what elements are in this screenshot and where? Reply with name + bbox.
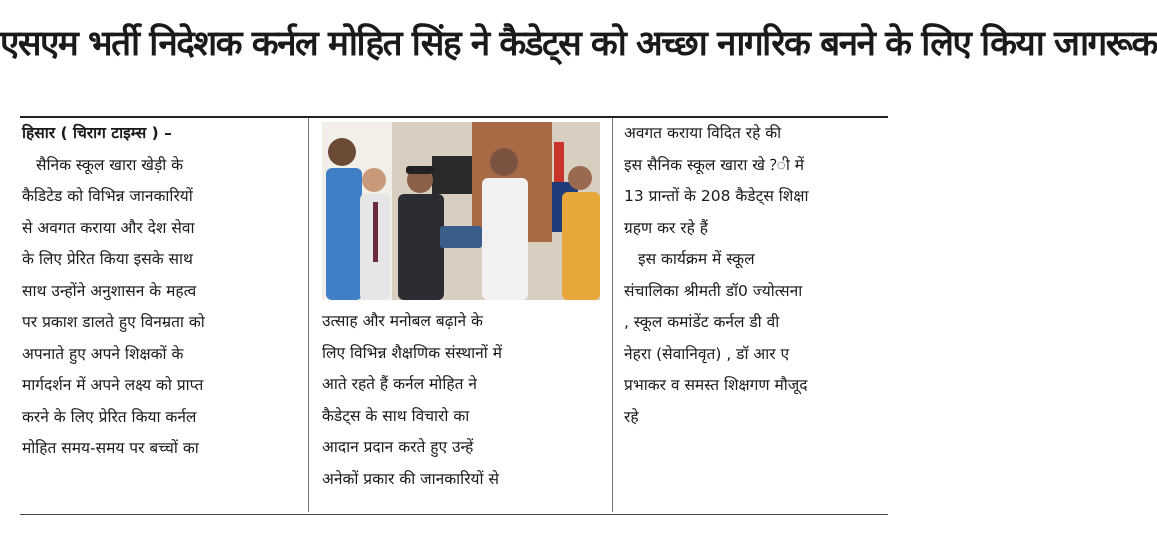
text-line: , स्कूल कमांडेंट कर्नल डी वी [624, 313, 780, 331]
text-line: लिए विभिन्न शैक्षणिक संस्थानों में [322, 343, 502, 362]
text-line: पर प्रकाश डालते हुए विनम्रता को [22, 313, 205, 331]
text-line: करने के लिए प्रेरित किया कर्नल [22, 407, 197, 426]
text-line: प्रभाकर व समस्त शिक्षगण मौजूद [624, 376, 808, 394]
text-line: मार्गदर्शन में अपने लक्ष्य को प्राप्त [22, 376, 204, 394]
text-line: अपनाते हुए अपने शिक्षकों के [22, 344, 184, 363]
text-line: से अवगत कराया और देश सेवा [22, 218, 195, 237]
article-column-2 [322, 306, 604, 510]
news-photo [322, 122, 600, 300]
text-line: ग्रहण कर रहे हैं [624, 218, 709, 237]
text-line: 13 प्रान्तों के 208 कैडेट्स शिक्षा [624, 187, 809, 205]
column-separator [612, 118, 613, 512]
text-line: संचालिका श्रीमती डॉ0 ज्योत्सना [624, 281, 803, 300]
dateline: हिसार ( चिराग टाइम्स ) – [22, 124, 172, 142]
text-line: अवगत कराया विदित रहे की [624, 124, 782, 142]
text-line: आदान प्रदान करते हुए उन्हें [322, 438, 474, 456]
text-line: कैडेट्स के साथ विचारो का [322, 406, 470, 425]
text-line: के लिए प्रेरित किया इसके साथ [22, 250, 193, 268]
text-line: उत्साह और मनोबल बढ़ाने के [322, 312, 483, 330]
article-column-3 [624, 118, 900, 510]
text-line: इस सैनिक स्कूल खारा खे ?ी में [624, 155, 805, 174]
text-line: सैनिक स्कूल खारा खेड़ी के [36, 155, 184, 174]
text-line: आते रहते हैं कर्नल मोहित ने [322, 375, 477, 393]
text-line: रहे [624, 407, 639, 426]
text-line: इस कार्यक्रम में स्कूल [638, 250, 755, 268]
article-column-1 [22, 118, 300, 510]
text-line: मोहित समय-समय पर बच्चों का [22, 439, 199, 457]
text-line: साथ उन्होंने अनुशासन के महत्व [22, 281, 197, 300]
text-line: नेहरा (सेवानिवृत) , डॉ आर ए [624, 344, 790, 363]
headline: एसएम भर्ती निदेशक कर्नल मोहित सिंह ने कैडेट्स को अच्छा नागरिक बनने के लिए किया जागरूक [0, 24, 1157, 64]
column-separator [308, 118, 309, 512]
text-line: अनेकों प्रकार की जानकारियों से [322, 469, 499, 488]
text-line: कैडिटेड को विभिन्न जानकारियों [22, 187, 193, 205]
news-photo-icon [322, 122, 600, 300]
